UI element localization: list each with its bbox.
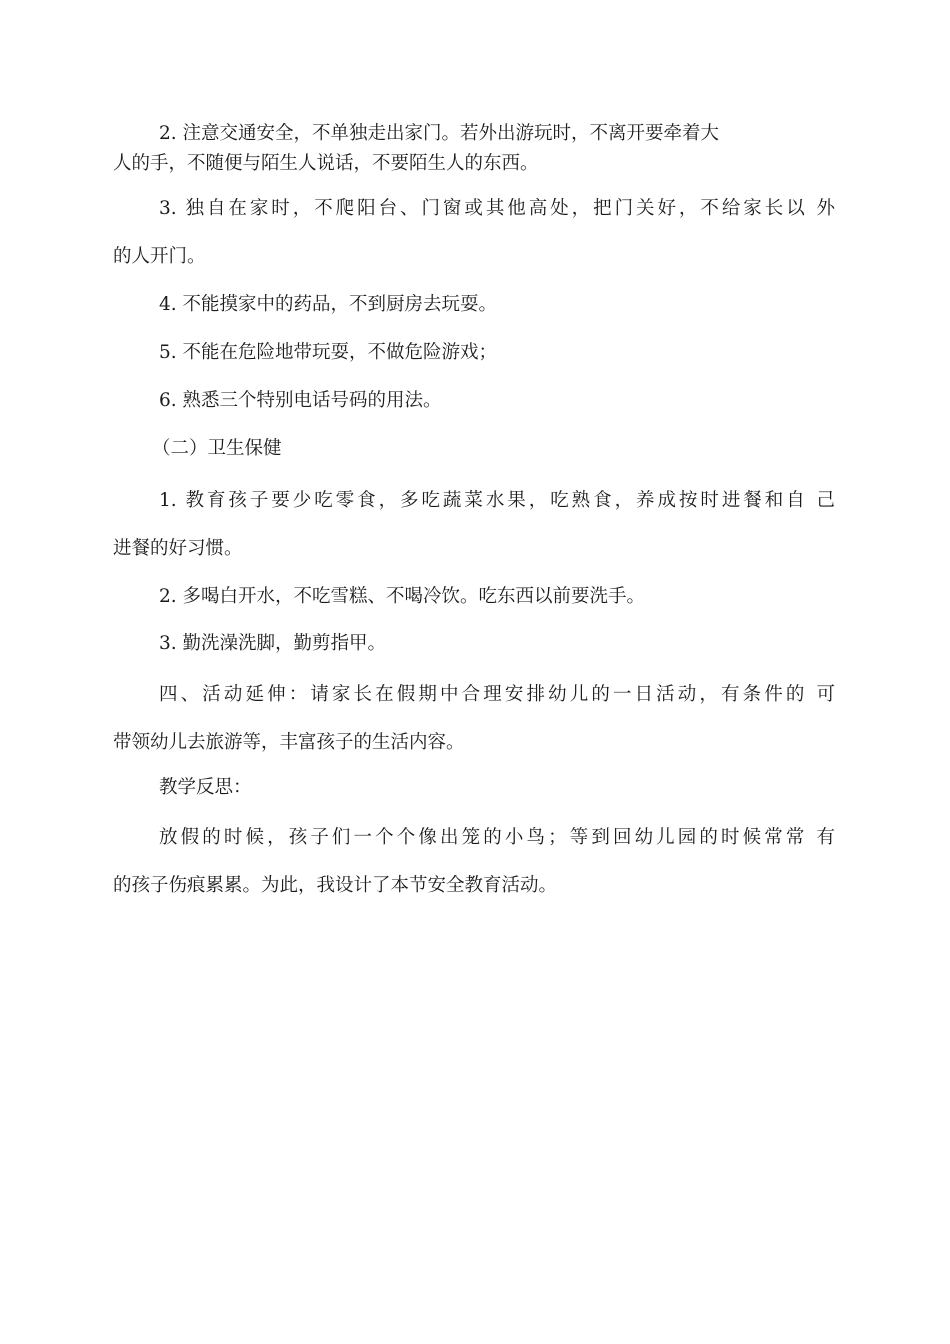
paragraph-line: 3. 勤洗澡洗脚，勤剪指甲。: [159, 633, 387, 654]
paragraph-line: 人的手，不随便与陌生人说话，不要陌生人的东西。: [113, 153, 539, 174]
paragraph-line: 1. 教育孩子要少吃零食，多吃蔬菜水果，吃熟食，养成按时进餐和自 己: [159, 490, 835, 511]
paragraph-teaching-reflection-heading: [113, 776, 835, 800]
paragraph-line: 3. 独自在家时，不爬阳台、门窗或其他高处，把门关好，不给家长以 外: [159, 198, 835, 219]
paragraph-line: 放假的时候，孩子们一个个像出笼的小鸟；等到回幼儿园的时候常常 有: [159, 827, 835, 848]
paragraph-line: 进餐的好习惯。: [113, 538, 243, 559]
paragraph-reflection: [113, 826, 835, 898]
paragraph-line: （二）卫生保健: [152, 438, 282, 459]
paragraph-line: 的人开门。: [113, 246, 206, 267]
paragraph-home-alone: [113, 197, 835, 269]
paragraph-traffic-safety: [113, 122, 835, 176]
paragraph-washing: [113, 632, 835, 656]
paragraph-line: 5. 不能在危险地带玩耍，不做危险游戏；: [159, 342, 498, 363]
paragraph-drinking-water: [113, 585, 835, 609]
paragraph-line: 2. 注意交通安全，不单独走出家门。若外出游玩时，不离开要牵着大: [159, 123, 720, 144]
section-heading-hygiene: [152, 437, 835, 461]
paragraph-line: 的孩子伤痕累累。为此，我设计了本节安全教育活动。: [113, 875, 558, 896]
paragraph-medicine: [113, 293, 835, 317]
paragraph-line: 带领幼儿去旅游等，丰富孩子的生活内容。: [113, 732, 465, 753]
paragraph-activity-extension: [113, 683, 835, 755]
paragraph-danger-zone: [113, 341, 835, 365]
paragraph-line: 2. 多喝白开水，不吃雪糕、不喝冷饮。吃东西以前要洗手。: [159, 586, 646, 607]
paragraph-line: 四、活动延伸：请家长在假期中合理安排幼儿的一日活动，有条件的 可: [159, 684, 835, 705]
paragraph-line: 6. 熟悉三个特别电话号码的用法。: [159, 390, 442, 411]
paragraph-eating-habits: [113, 489, 835, 561]
paragraph-line: 教学反思：: [159, 777, 252, 798]
paragraph-phone-numbers: [113, 389, 835, 413]
paragraph-line: 4. 不能摸家中的药品，不到厨房去玩耍。: [159, 294, 498, 315]
